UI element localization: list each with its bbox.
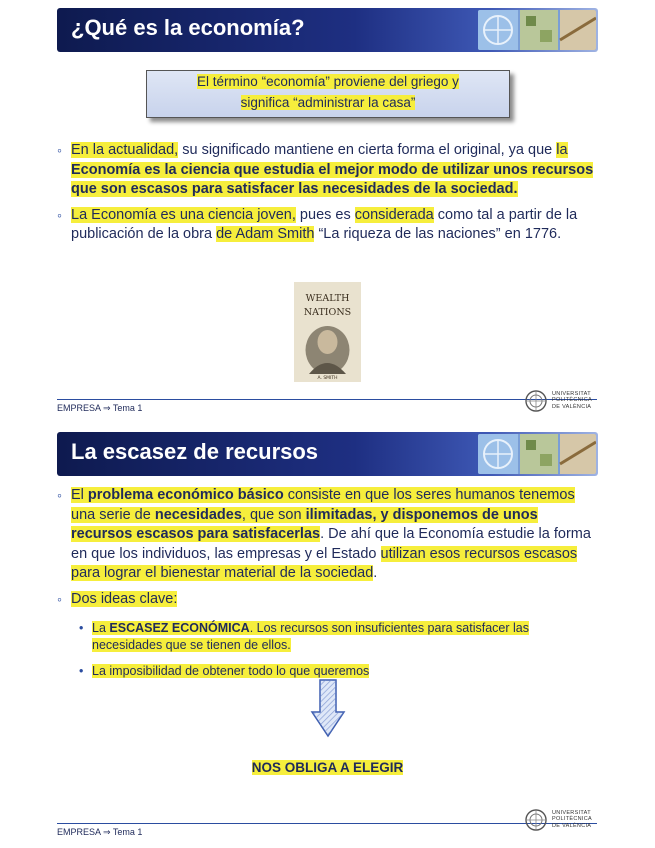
bullet-item: [57, 486, 597, 584]
book-title-line-1: WEALTH: [305, 293, 350, 304]
bullet-text: .: [373, 565, 378, 581]
title-bar: [57, 432, 598, 476]
bullet-text: Dos ideas clave:: [71, 590, 178, 607]
title-decoration-image: [478, 10, 596, 50]
upv-logo: [524, 389, 599, 413]
sub-bullet-text-bold: ESCASEZ ECONÓMICA: [109, 621, 250, 635]
bullet-text-bold: necesidades: [154, 506, 242, 523]
bullet-text-bold: Economía es la ciencia que estudia el mejor modo de utilizar unos recursos que son escasos para satisfacer las necesidades de la sociedad.: [71, 161, 594, 197]
wealth-of-nations-book-cover: [294, 282, 361, 382]
book-title-line-2: NATIONS: [303, 307, 352, 318]
bullet-text: de Adam Smith: [216, 226, 315, 242]
bullet-text: su significado mantiene en cierta forma el original, ya que: [178, 142, 557, 158]
sub-bullet-text: La: [92, 621, 110, 635]
bullet-text: la: [556, 142, 568, 158]
slide-2: [0, 424, 655, 848]
bullet-text: En la actualidad,: [71, 142, 179, 158]
upv-logo-text: UNIVERSITAT POLITÈCNICA DE VALÈNCIA: [552, 810, 592, 829]
bullet-text: El: [71, 487, 88, 503]
bullet-text: . De ahí que la Economía estudie la forma en que los individuos, las empresas y el Estado: [71, 526, 591, 562]
bullet-text: utilizan esos recursos escasos para lograr el bienestar material de la sociedad: [71, 545, 578, 581]
title-decoration-image: [478, 434, 596, 474]
upv-logo-text: UNIVERSITAT POLITÈCNICA DE VALÈNCIA: [552, 391, 592, 410]
sub-bullet-text: . Los recursos son insuficientes para satisfacer las necesidades que se tienen de ellos.: [92, 621, 529, 652]
footer-text: EMPRESA ⇒ Tema 1: [57, 827, 143, 837]
bullet-text: , que son: [241, 506, 306, 523]
bullet-item: [57, 141, 597, 200]
bullet-text: “La riqueza de las naciones” en 1776.: [314, 226, 562, 242]
footer-divider: [57, 823, 597, 824]
bullet-text-bold: ilimitadas, y disponemos de unos recursos escasos para satisfacerlas: [71, 506, 538, 542]
upv-logo: [524, 808, 599, 832]
conclusion-text: NOS OBLIGA A ELEGIR: [251, 760, 404, 775]
callout-line-2: significa “administrar la casa”: [240, 95, 416, 110]
sub-bullet-item: [78, 620, 598, 654]
bullet-text: pues es: [295, 206, 355, 223]
bullet-list: [57, 486, 597, 615]
bullet-item: [57, 590, 597, 610]
bullet-text: consiste en que los seres humanos tenemos una serie de: [71, 487, 575, 523]
slide-title: ¿Qué es la economía?: [71, 15, 305, 40]
sub-bullet-text: La imposibilidad de obtener todo lo que queremos: [92, 664, 370, 678]
footer-text: EMPRESA ⇒ Tema 1: [57, 403, 143, 413]
bullet-text-bold: problema económico básico: [87, 487, 284, 503]
bullet-item: [57, 206, 597, 245]
bullet-list: [57, 141, 597, 251]
slide-title: La escasez de recursos: [71, 439, 319, 464]
callout-line-1: El término “economía” proviene del griego y: [197, 74, 459, 89]
bullet-text: La Economía es una ciencia joven,: [71, 206, 296, 223]
upv-seal-icon: [524, 808, 548, 832]
down-arrow-icon: [310, 678, 346, 738]
definition-callout: [146, 70, 510, 118]
upv-seal-icon: [524, 389, 548, 413]
bullet-text: considerada: [354, 206, 434, 223]
bullet-text: como tal a partir de la publicación de la obra: [71, 206, 578, 242]
footer-divider: [57, 399, 597, 400]
title-bar: [57, 8, 598, 52]
book-author: A. SMITH: [317, 376, 338, 381]
